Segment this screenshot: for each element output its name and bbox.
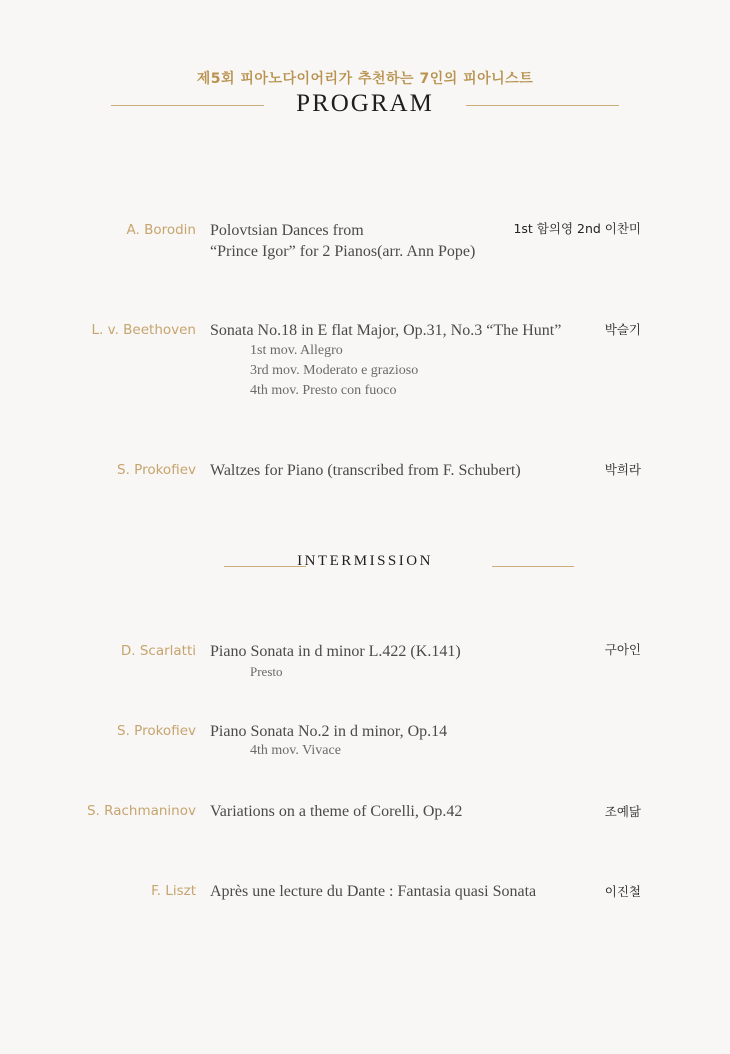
composer-borodin: A. Borodin	[126, 222, 196, 238]
performer-scarlatti: 구아인	[604, 642, 641, 657]
work-borodin-line-2: “Prince Igor” for 2 Pianos(arr. Ann Pope)	[210, 243, 476, 260]
performer-rachmaninov: 조예닮	[604, 804, 641, 819]
composer-prokofiev-sonata: S. Prokofiev	[117, 723, 196, 739]
performer-liszt: 이진철	[604, 884, 641, 899]
movement-beethoven-2: 3rd mov. Moderato e grazioso	[250, 363, 419, 378]
header-subtitle: 제5회 피아노다이어리가 추천하는 7인의 피아니스트	[196, 71, 534, 87]
movement-beethoven-1: 1st mov. Allegro	[250, 343, 343, 358]
page-title: PROGRAM	[296, 90, 434, 117]
composer-rachmaninov: S. Rachmaninov	[86, 803, 196, 819]
intermission-label: INTERMISSION	[297, 553, 433, 569]
work-borodin-line-1: Polovtsian Dances from	[210, 222, 364, 239]
header-rule-right	[466, 105, 619, 106]
work-beethoven: Sonata No.18 in E flat Major, Op.31, No.3 “The Hunt”	[210, 322, 562, 339]
composer-prokofiev-waltzes: S. Prokofiev	[117, 462, 196, 478]
movement-prokofiev-sonata-1: 4th mov. Vivace	[250, 743, 341, 758]
work-prokofiev-sonata: Piano Sonata No.2 in d minor, Op.14	[210, 723, 448, 740]
composer-beethoven: L. v. Beethoven	[91, 322, 196, 338]
work-prokofiev-waltzes: Waltzes for Piano (transcribed from F. Schubert)	[210, 462, 521, 479]
work-liszt: Après une lecture du Dante : Fantasia quasi Sonata	[210, 883, 537, 900]
intermission-rule-right	[492, 566, 574, 567]
movement-beethoven-3: 4th mov. Presto con fuoco	[250, 383, 397, 398]
performer-prokofiev-waltzes: 박희라	[604, 462, 641, 477]
performer-borodin: 1st 함의영 2nd 이찬미	[513, 221, 641, 236]
performer-beethoven: 박슬기	[604, 322, 641, 337]
composer-scarlatti: D. Scarlatti	[120, 643, 196, 659]
composer-liszt: F. Liszt	[151, 883, 196, 899]
work-rachmaninov: Variations on a theme of Corelli, Op.42	[210, 803, 463, 820]
movement-scarlatti-1: Presto	[250, 664, 283, 679]
work-scarlatti: Piano Sonata in d minor L.422 (K.141)	[210, 643, 461, 660]
